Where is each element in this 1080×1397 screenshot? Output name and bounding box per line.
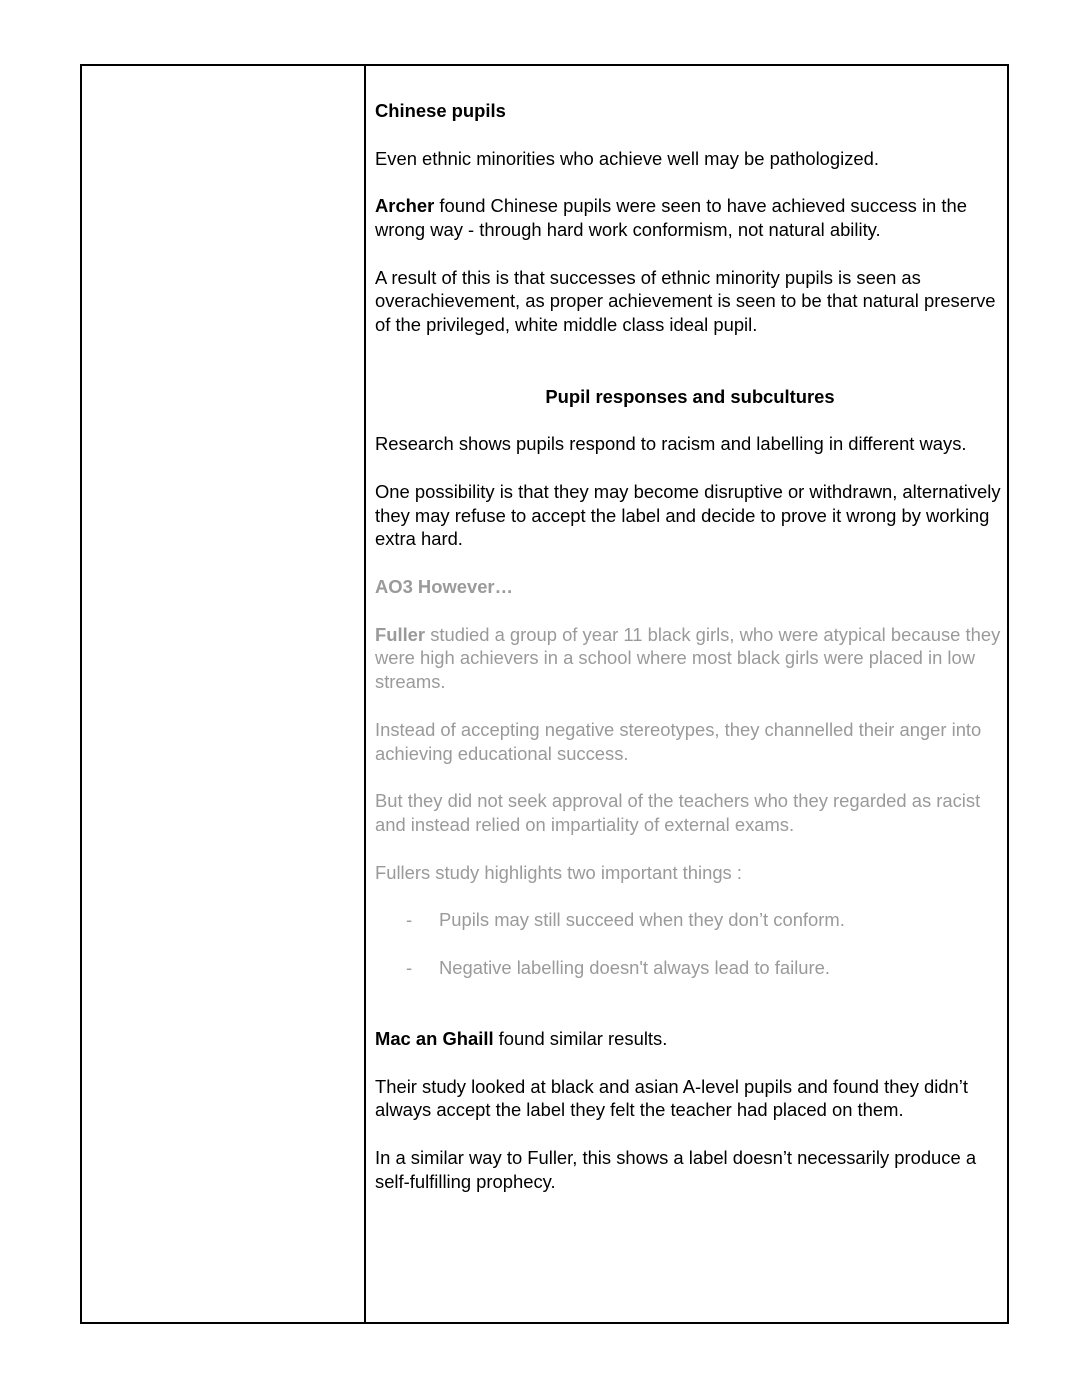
paragraph: Research shows pupils respond to racism and labelling in different ways. xyxy=(375,433,967,455)
heading-ao3: AO3 However… xyxy=(375,575,513,597)
heading-pupil-responses: Pupil responses and subcultures xyxy=(545,385,835,407)
notes-table xyxy=(80,64,1009,1324)
paragraph: One possibility is that they may become disruptive or withdrawn, alternatively they may refuse to accept the label and decide to prove it wrong by working extra hard. xyxy=(375,480,1001,550)
paragraph: In a similar way to Fuller, this shows a label doesn’t necessarily produce a self-fulfilling prophecy. xyxy=(375,1147,977,1192)
notes-cell xyxy=(375,99,1005,1217)
paragraph: Fullers study highlights two important things : xyxy=(375,861,742,883)
paragraph: Instead of accepting negative stereotypes, they channelled their anger into achieving educational success. xyxy=(375,718,982,764)
ao3-section xyxy=(375,575,1005,980)
paragraph: But they did not seek approval of the teachers who they regarded as racist and instead relied on impartiality of external exams. xyxy=(375,790,981,835)
paragraph: Mac an Ghaill found similar results. xyxy=(375,1028,668,1050)
paragraph: A result of this is that successes of ethnic minority pupils is seen as overachievement, as proper achievement is seen to be that natural preserve of the privileged, white middle class ideal pupil. xyxy=(375,266,996,336)
list-item: - Pupils may still succeed when they don’t conform. xyxy=(406,909,845,931)
paragraph: Their study looked at black and asian A-level pupils and found they didn’t always accept the label they felt the teacher had placed on them. xyxy=(375,1075,968,1121)
list-item: - Negative labelling doesn't always lead to failure. xyxy=(406,956,830,978)
paragraph: Even ethnic minorities who achieve well may be pathologized. xyxy=(375,147,879,169)
paragraph: Archer found Chinese pupils were seen to have achieved success in the wrong way - through hard work conformism, not natural ability. xyxy=(375,195,967,240)
column-divider xyxy=(364,66,366,1322)
paragraph: Fuller studied a group of year 11 black girls, who were atypical because they were high achievers in a school where most black girls were placed in low streams. xyxy=(375,623,1001,693)
heading-chinese-pupils: Chinese pupils xyxy=(375,100,506,121)
